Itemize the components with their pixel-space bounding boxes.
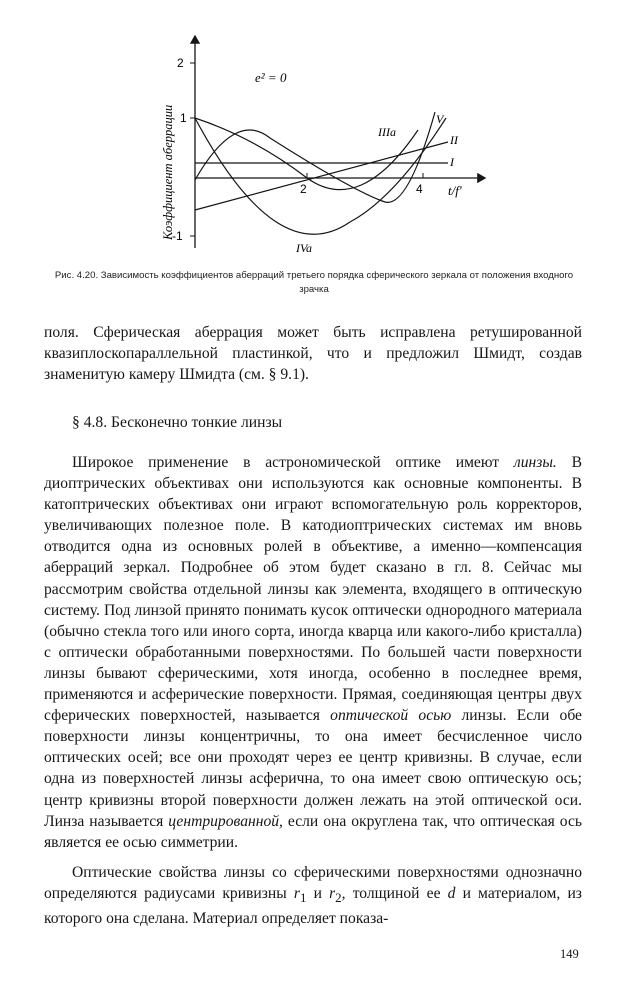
x-axis-label: t/f' xyxy=(448,183,462,198)
p2-text-3: и материалом, из которого она сделана. Материал определяет показа- xyxy=(44,885,582,928)
curve-V xyxy=(195,112,435,202)
aberration-chart xyxy=(150,30,490,265)
p1-text-2: В диоптрических объективах они используются как основные компоненты. В катоптрических объективах они играют вспомогательную роль корректоров, увеличивающих полезное поле. В катодиоптрических системах им вновь отводится одна из основных ролей в объективе, а именно—компенсация аберраций зеркал. Подробнее об этом будет сказано в гл. 8. Сейчас мы рассмотрим свойства отдельной линзы как элемента, входящего в оптическую систему. Под линзой принято понимать кусок оптически однородного материала (обычно стекла того или иного сорта, иногда кварца или какого-либо кристалла) с оптически обработанными поверхностями. По большей части поверхности линзы бывают сферическими, хотя иногда, особенно в последнее время, применяются и асферические поверхности. Прямая, соединяющая центры двух сферических поверхностей, называется xyxy=(44,454,582,725)
curve-label-I: I xyxy=(450,155,454,169)
curve-II xyxy=(195,142,448,210)
equation-label: e² = 0 xyxy=(255,70,287,85)
paragraph-2 xyxy=(44,862,582,929)
p2-r2: r xyxy=(329,885,336,903)
aberration-figure xyxy=(150,30,490,265)
p2-text-2: , толщиной ее xyxy=(341,885,448,903)
figure-caption: Рис. 4.20. Зависимость коэффициентов аберраций третьего порядка сферического зеркала от положения входного зрачка xyxy=(54,270,574,295)
x-tick-label-4: 4 xyxy=(416,182,423,196)
p2-d: d xyxy=(447,885,456,903)
section-heading: § 4.8. Бесконечно тонкие линзы xyxy=(72,414,283,431)
p1-emph-2: оптической осью xyxy=(330,707,452,725)
curve-label-II: II xyxy=(450,133,458,147)
p1-text-4: если она округлена так, что оптическая ось является ее осью симметрии. xyxy=(44,812,582,851)
p2-r2-sub: 2 xyxy=(335,890,342,906)
p2-r1: r xyxy=(293,885,300,903)
paragraph-1 xyxy=(44,452,582,853)
y-axis-label: Коэффициент аберрации xyxy=(161,104,175,240)
p2-and: и xyxy=(306,885,330,903)
p2-text-1: Оптические свойства линзы со сферическими поверхностями однозначно определяются радиусами кривизны xyxy=(44,864,582,903)
paragraph-before: поля. Сферическая аберрация может быть исправлена ретушированной квазиплоскопараллельной пластинкой, что и предложил Шмидт, создав знаменитую камеру Шмидта (см. § 9.1). xyxy=(44,324,582,384)
p1-emph-3: центрированной, xyxy=(168,812,283,830)
y-tick-label-1: 1 xyxy=(180,111,187,125)
curve-label-IIIa: IIIa xyxy=(378,125,396,139)
p1-text-1: Широкое применение в астрономической оптике имеют xyxy=(72,454,514,471)
y-tick-label-2: 2 xyxy=(177,56,184,70)
x-tick-label-2: 2 xyxy=(300,182,307,196)
y-tick-label-neg1: -1 xyxy=(172,229,183,243)
p1-text-3: линзы. Если обе поверхности линзы концентричны, то она имеет бесчисленное число оптических осей; все они проходят через ее центр кривизны. В случае, если одна из поверхностей линзы асферична, то она имеет свою оптическую ось; центр кривизны второй поверхности должен лежать на этой оптической оси. Линза называется xyxy=(44,707,582,830)
curve-label-IVa: IVa xyxy=(296,241,312,255)
page-number: 149 xyxy=(560,947,579,961)
p1-emph-1: линзы. xyxy=(513,454,557,471)
curve-label-V: V xyxy=(436,112,444,126)
p2-r1-sub: 1 xyxy=(299,890,307,906)
